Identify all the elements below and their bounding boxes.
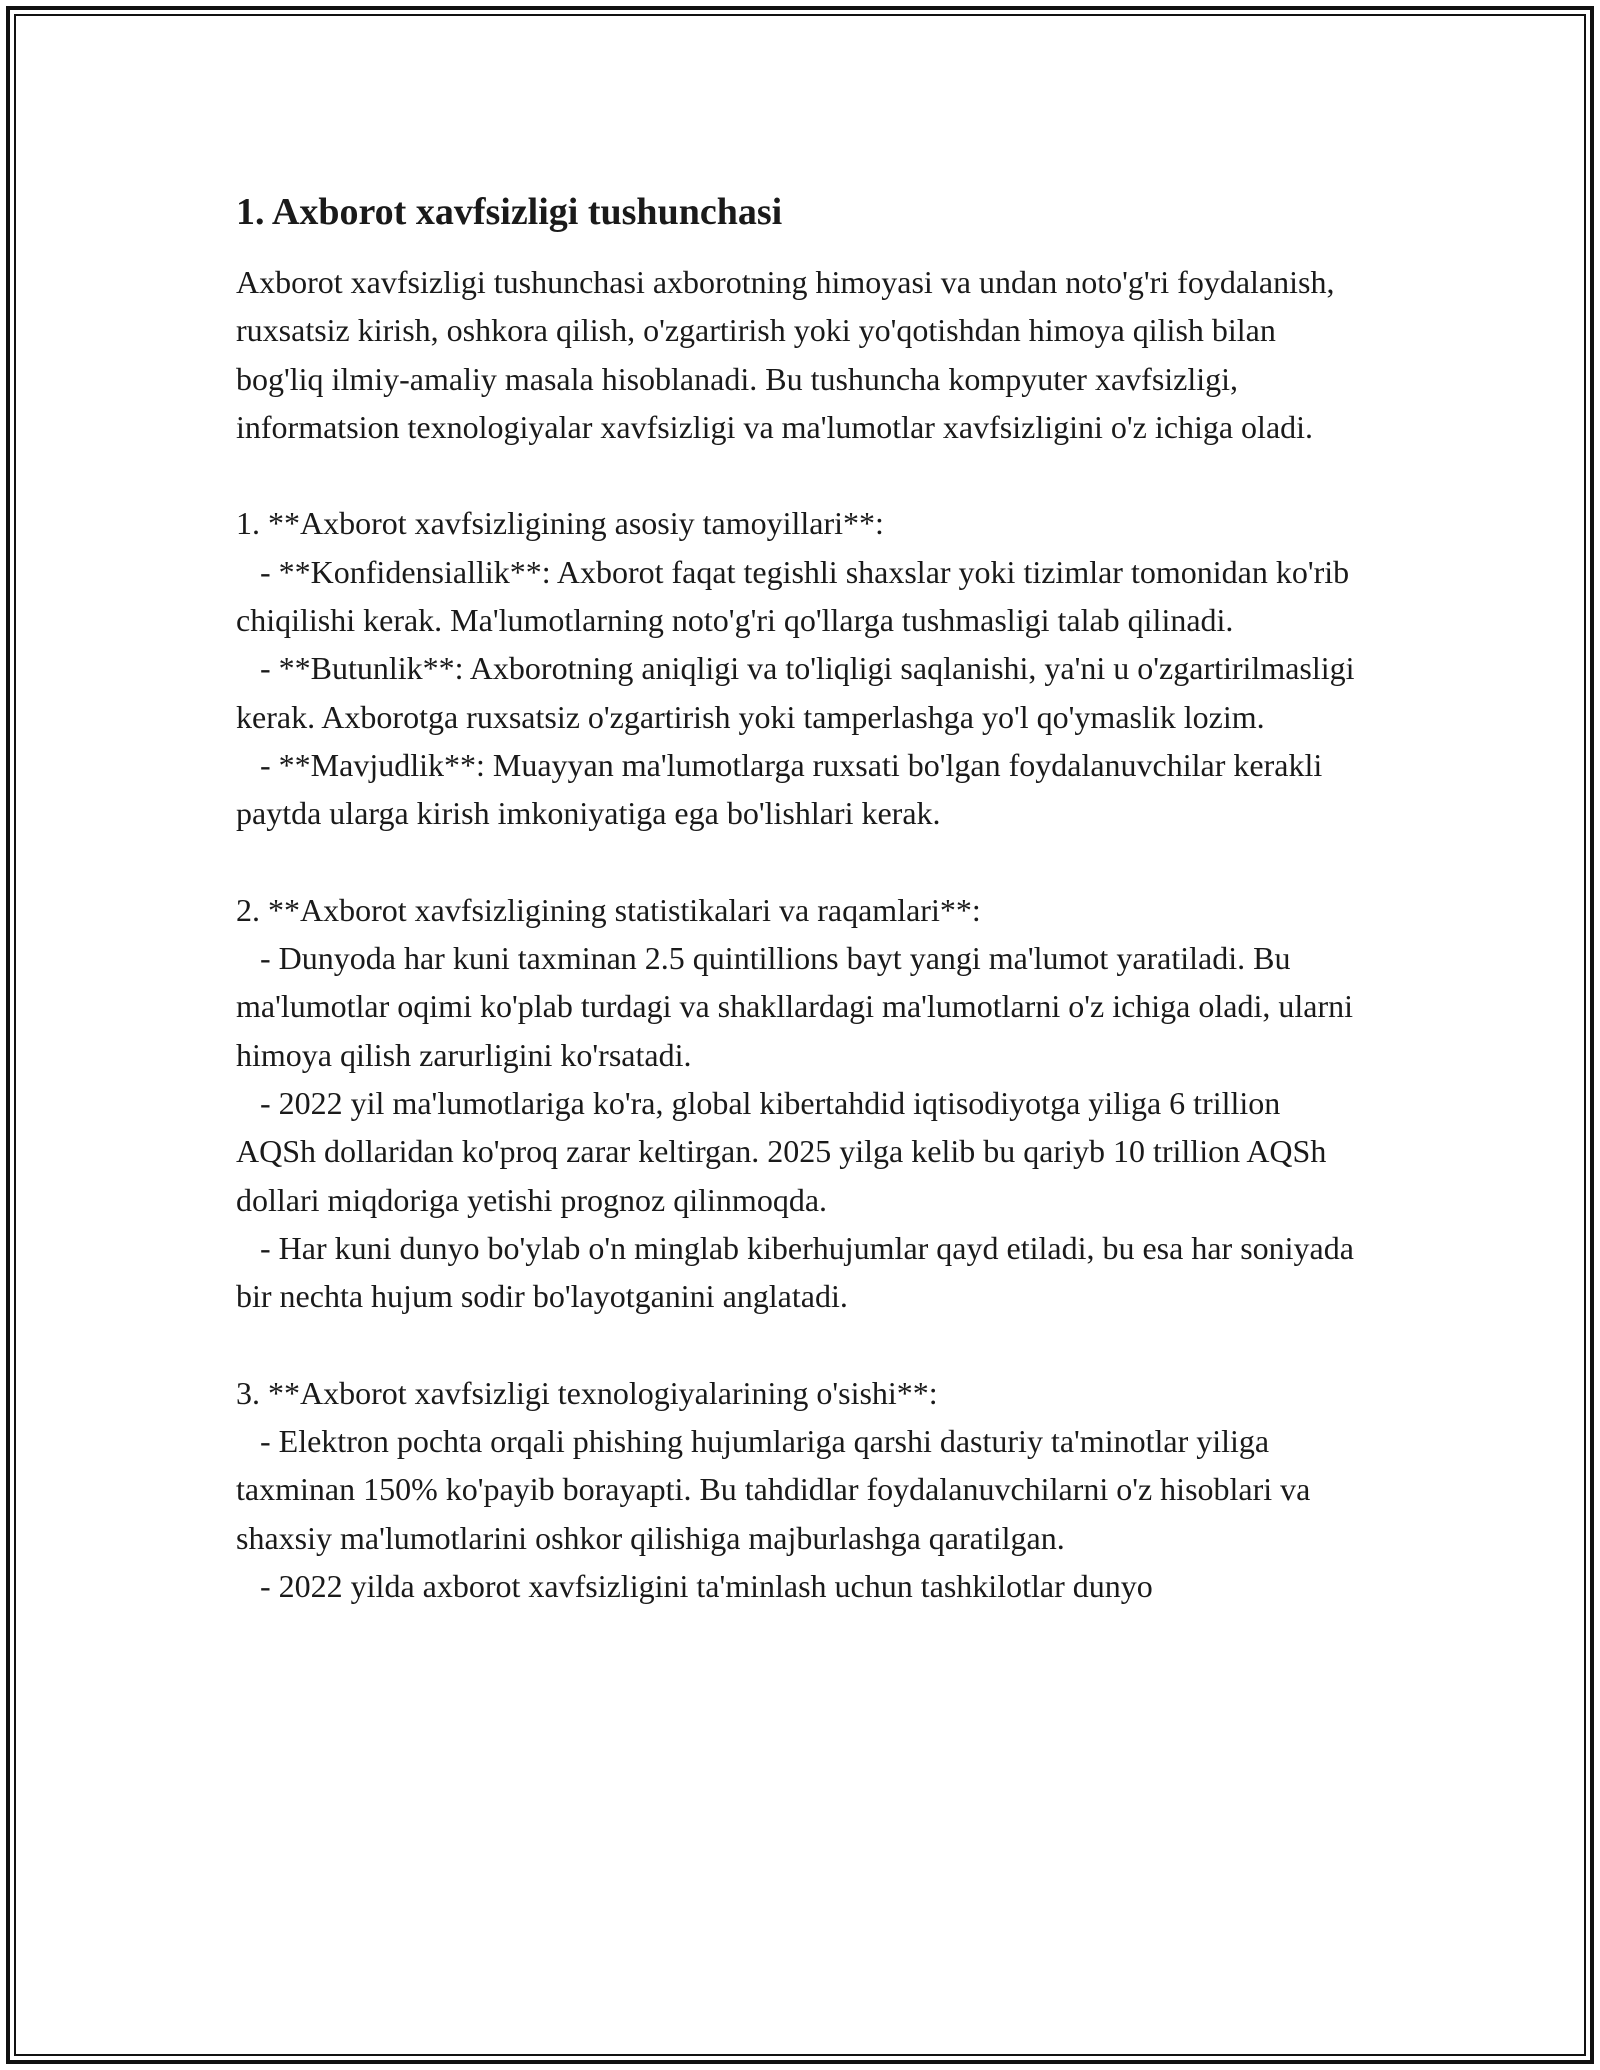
paragraph-gap: [236, 838, 1366, 886]
section-3-item-phishing: - Elektron pochta orqali phishing hujumlariga qarshi dasturiy ta'minotlar yiliga taxminan 150% ko'payib borayapti. Bu tahdidlar foydalanuvchilarni o'z hisoblari va shaxsiy ma'lumotlarini oshkor qilishiga majburlashga qaratilgan.: [236, 1423, 1319, 1556]
section-1-item-integrity: - **Butunlik**: Axborotning aniqligi va to'liqligi saqlanishi, ya'ni u o'zgartirilmasligi kerak. Axborotga ruxsatsiz o'zgartirish yoki tamperlashga yo'l qo'ymaslik lozim.: [236, 650, 1363, 735]
section-2-item-daily-attacks: - Har kuni dunyo bo'ylab o'n minglab kiberhujumlar qayd etiladi, bu esa har soniyada bir nechta hujum sodir bo'layotganini anglatadi.: [236, 1229, 1362, 1315]
paragraph-gap: [236, 1321, 1366, 1369]
section-1-item-availability: - **Mavjudlik**: Muayyan ma'lumotlarga ruxsati bo'lgan foydalanuvchilar kerakli paytda ularga kirish imkoniyatiga ega bo'lishlari kerak.: [236, 746, 1331, 832]
document-body: [236, 188, 1366, 1610]
section-1-item-confidentiality: - **Konfidensiallik**: Axborot faqat tegishli shaxslar yoki tizimlar tomonidan ko'rib chiqilishi kerak. Ma'lumotlarning noto'g'ri qo'llarga tushmasligi talab qilinadi.: [236, 553, 1358, 639]
section-3-heading: 3. **Axborot xavfsizligi texnologiyalarining o'sishi**:: [236, 1374, 938, 1411]
section-2-item-data-volume: - Dunyoda har kuni taxminan 2.5 quintillions bayt yangi ma'lumot yaratiladi. Bu ma'lumotlar oqimi ko'plab turdagi va shakllardagi ma'lumotlarni o'z ichiga oladi, ularni himoya qilish zarurligini ko'rsatadi.: [236, 940, 1361, 1073]
section-2-item-economic-damage: - 2022 yil ma'lumotlariga ko'ra, global kibertahdid iqtisodiyotga yiliga 6 trillion AQSh dollaridan ko'proq zarar keltirgan. 2025 yilga kelib bu qariyb 10 trillion AQSh dollari miqdoriga yetishi prognoz qilinmoqda.: [236, 1085, 1335, 1218]
document-title: 1. Axborot xavfsizligi tushunchasi: [236, 191, 783, 233]
intro-paragraph: Axborot xavfsizligi tushunchasi axborotning himoyasi va undan noto'g'ri foydalanish, ruxsatsiz kirish, oshkora qilish, o'zgartirish yoki yo'qotishdan himoya qilish bilan bog'liq ilmiy-amaliy masala hisoblanadi. Bu tushuncha kompyuter xavfsizligi, informatsion texnologiyalar xavfsizligi va ma'lumotlar xavfsizligini o'z ichiga oladi.: [236, 264, 1343, 445]
section-3-item-spending: - 2022 yilda axborot xavfsizligini ta'minlash uchun tashkilotlar dunyo: [236, 1568, 1153, 1605]
section-1-heading: 1. **Axborot xavfsizligining asosiy tamoyillari**:: [236, 505, 884, 542]
section-2-heading: 2. **Axborot xavfsizligining statistikalari va raqamlari**:: [236, 891, 981, 928]
paragraph-gap: [236, 451, 1366, 499]
